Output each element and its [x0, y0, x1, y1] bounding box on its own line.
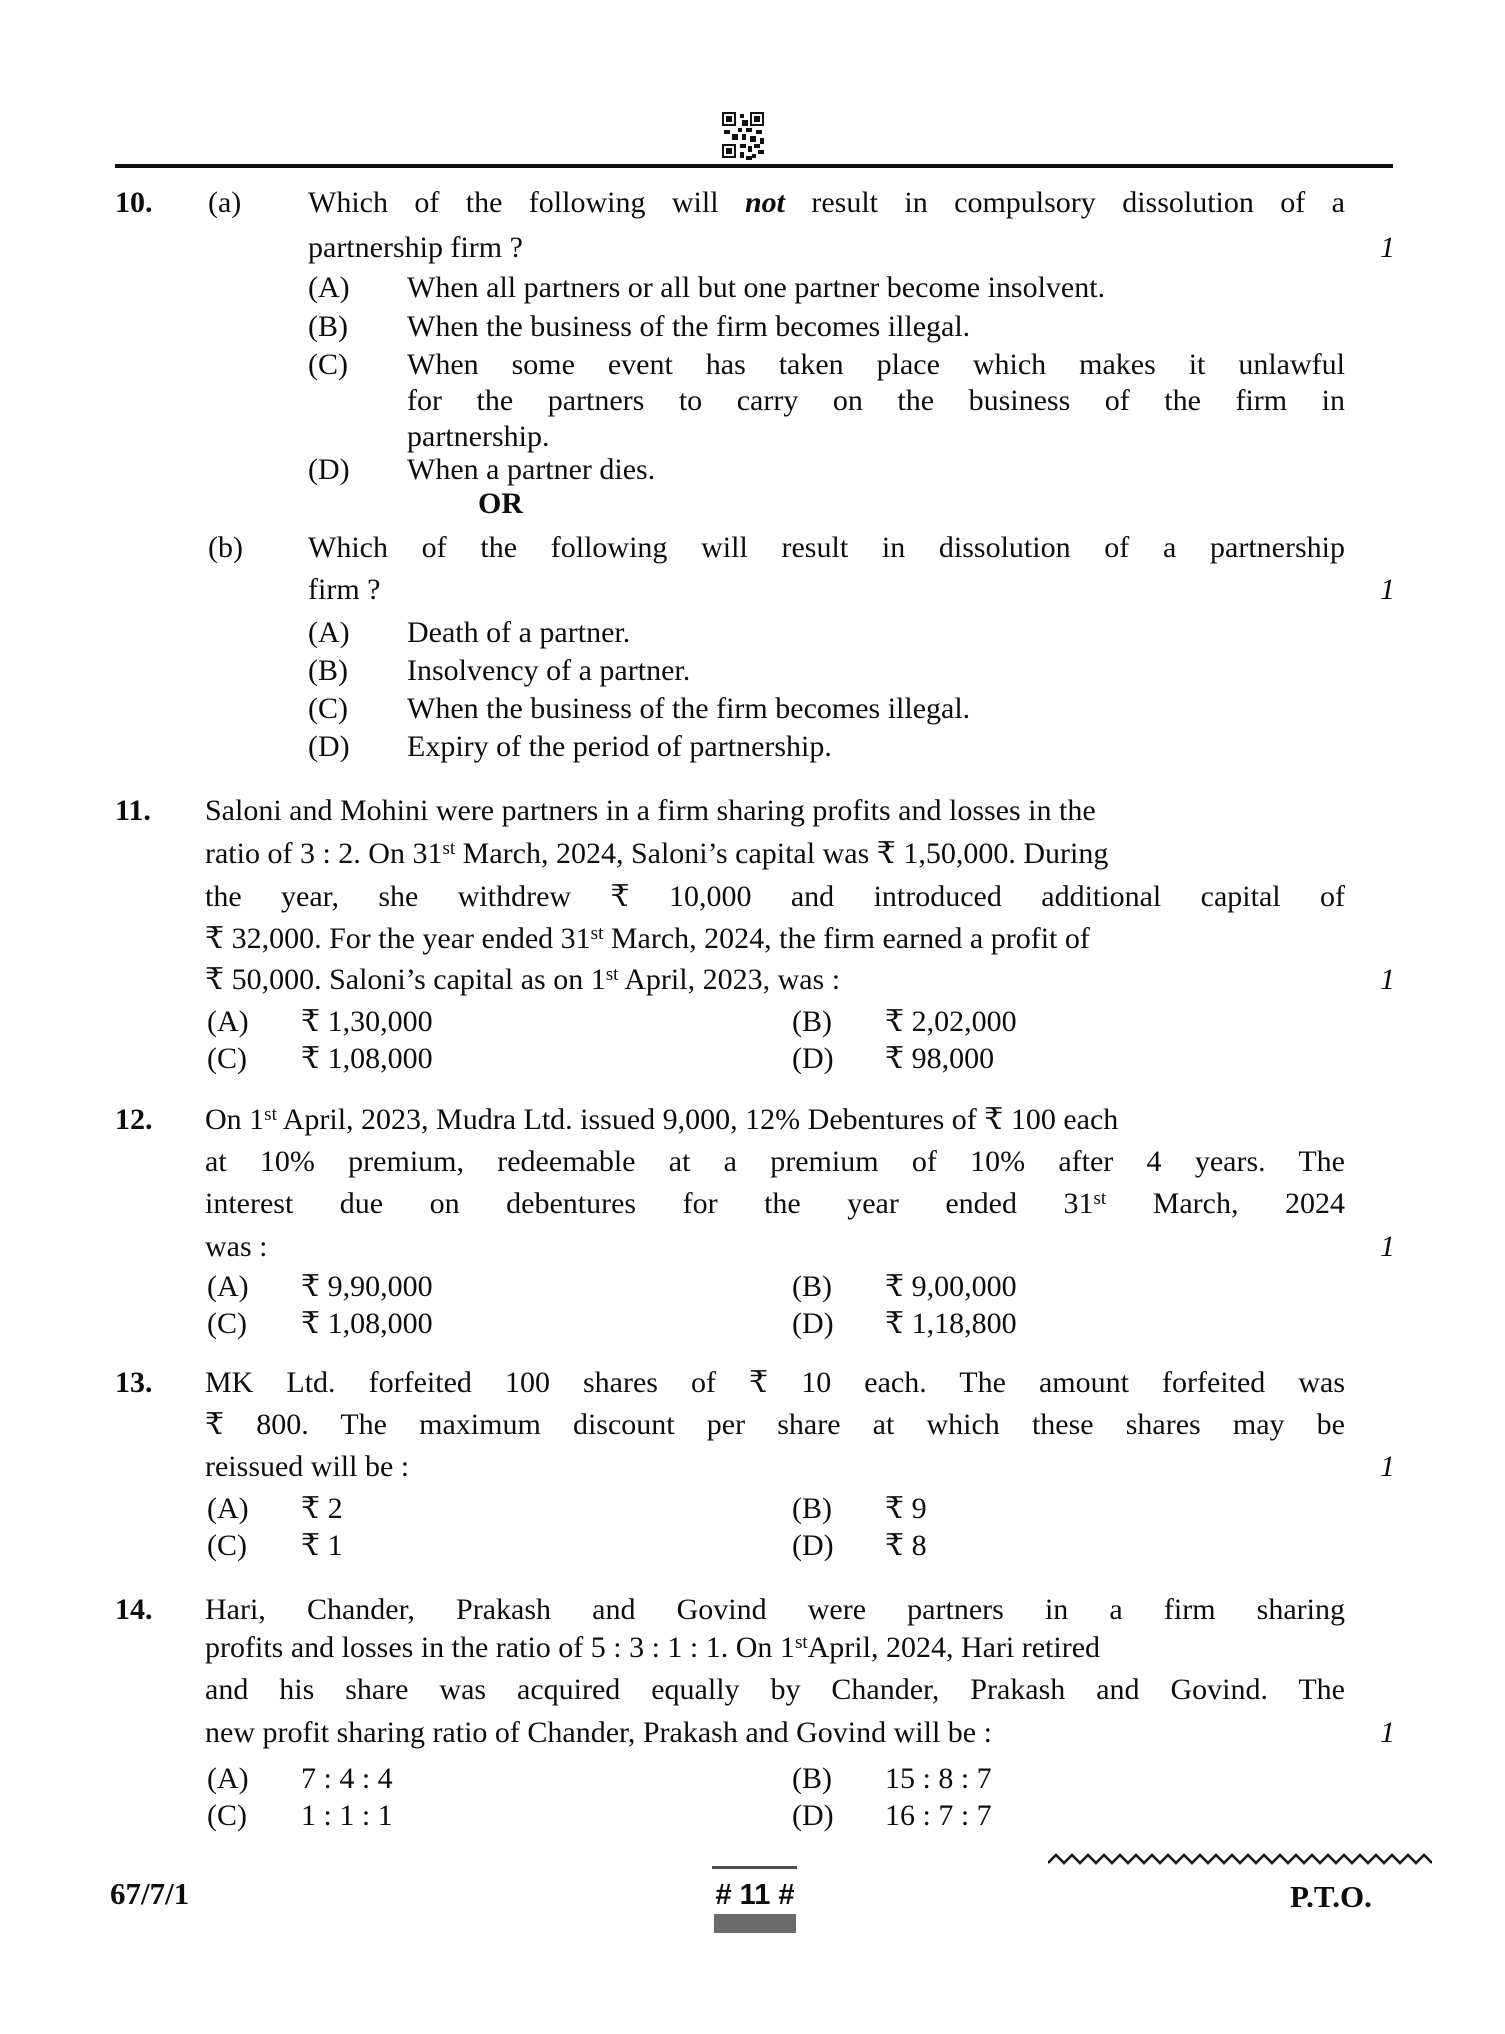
option-13-B-value: ₹ 9: [885, 1492, 927, 1525]
question-13-marks: 1: [1380, 1450, 1395, 1483]
option-14-A-label: (A): [207, 1762, 249, 1795]
question-11-marks: 1: [1380, 963, 1395, 996]
option-10a-A-label: (A): [308, 271, 350, 304]
option-11-B-value: ₹ 2,02,000: [885, 1005, 1017, 1038]
option-10a-A-text: When all partners or all but one partner become insolvent.: [407, 271, 1106, 304]
option-12-B-label: (B): [792, 1270, 832, 1303]
question-10b-marks: 1: [1380, 573, 1395, 606]
question-14-number: 14.: [115, 1593, 153, 1626]
header-divider-line: [115, 164, 1393, 168]
option-11-B-label: (B): [792, 1005, 832, 1038]
option-11-D-label: (D): [792, 1042, 834, 1075]
question-10a-stem-line-1: Which of the following will not result in compulsory dissolution of a: [308, 186, 1345, 219]
option-14-B-label: (B): [792, 1762, 832, 1795]
question-13-line-2: ₹ 800. The maximum discount per share at which these shares may be: [205, 1408, 1345, 1441]
question-10b-stem-line-1: Which of the following will result in dissolution of a partnership: [308, 531, 1345, 564]
option-13-A-label: (A): [207, 1492, 249, 1525]
question-14-marks: 1: [1380, 1716, 1395, 1749]
option-10a-B-label: (B): [308, 310, 348, 343]
superscript-st: st: [794, 1632, 808, 1653]
question-12-line-1: On 1st April, 2023, Mudra Ltd. issued 9,000, 12% Debentures of ₹ 100 each: [205, 1103, 1119, 1136]
option-14-D-value: 16 : 7 : 7: [885, 1799, 992, 1832]
option-12-C-value: ₹ 1,08,000: [301, 1307, 433, 1340]
question-14-line-2: profits and losses in the ratio of 5 : 3 : 1 : 1. On 1stApril, 2024, Hari retired: [205, 1631, 1101, 1664]
superscript-st: st: [590, 923, 604, 944]
option-14-D-label: (D): [792, 1799, 834, 1832]
superscript-st: st: [442, 838, 456, 859]
option-10a-C-text-line-3: partnership.: [407, 420, 550, 453]
option-10b-C-label: (C): [308, 692, 348, 725]
question-13-number: 13.: [115, 1366, 153, 1399]
option-13-A-value: ₹ 2: [301, 1492, 343, 1525]
question-11-line-1: Saloni and Mohini were partners in a firm sharing profits and losses in the: [205, 794, 1096, 827]
option-10b-A-label: (A): [308, 616, 350, 649]
or-separator: OR: [478, 487, 523, 520]
question-11-number: 11.: [115, 794, 151, 827]
question-10b-stem-line-2: firm ?: [308, 573, 381, 606]
question-12-line-3: interest due on debentures for the year ended 31st March, 2024: [205, 1187, 1345, 1220]
option-10a-D-label: (D): [308, 453, 350, 486]
question-14-line-1: Hari, Chander, Prakash and Govind were partners in a firm sharing: [205, 1593, 1345, 1626]
option-14-C-label: (C): [207, 1799, 247, 1832]
option-11-A-value: ₹ 1,30,000: [301, 1005, 433, 1038]
option-11-C-label: (C): [207, 1042, 247, 1075]
option-12-A-value: ₹ 9,90,000: [301, 1270, 433, 1303]
question-11-line-4: ₹ 32,000. For the year ended 31st March, 2024, the firm earned a profit of: [205, 922, 1090, 955]
question-13-line-3: reissued will be :: [205, 1450, 410, 1483]
question-10-number: 10.: [115, 186, 153, 219]
option-13-B-label: (B): [792, 1492, 832, 1525]
question-10a-label: (a): [208, 186, 242, 219]
option-10a-C-label: (C): [308, 348, 348, 381]
superscript-st: st: [264, 1104, 277, 1125]
option-13-C-value: ₹ 1: [301, 1529, 343, 1562]
option-12-D-label: (D): [792, 1307, 834, 1340]
page-number: # 11 #: [715, 1879, 795, 1911]
superscript-st: st: [1093, 1188, 1107, 1209]
question-12-line-2: at 10% premium, redeemable at a premium of 10% after 4 years. The: [205, 1145, 1345, 1178]
option-10b-D-text: Expiry of the period of partnership.: [407, 730, 832, 763]
zigzag-line: [1048, 1849, 1432, 1869]
option-12-B-value: ₹ 9,00,000: [885, 1270, 1017, 1303]
superscript-st: st: [605, 964, 619, 985]
question-11-line-3: the year, she withdrew ₹ 10,000 and introduced additional capital of: [205, 880, 1345, 913]
option-10b-B-text: Insolvency of a partner.: [407, 654, 691, 687]
option-10a-D-text: When a partner dies.: [407, 453, 656, 486]
question-10b-label: (b): [208, 531, 243, 564]
option-12-D-value: ₹ 1,18,800: [885, 1307, 1017, 1340]
option-14-C-value: 1 : 1 : 1: [301, 1799, 393, 1832]
question-12-line-4: was :: [205, 1230, 268, 1263]
option-11-C-value: ₹ 1,08,000: [301, 1042, 433, 1075]
pto-label: P.T.O.: [1290, 1879, 1372, 1914]
option-12-C-label: (C): [207, 1307, 247, 1340]
option-14-B-value: 15 : 8 : 7: [885, 1762, 992, 1795]
option-12-A-label: (A): [207, 1270, 249, 1303]
question-12-number: 12.: [115, 1103, 153, 1136]
page-number-bottom-bar: [714, 1914, 796, 1933]
question-14-line-3: and his share was acquired equally by Chander, Prakash and Govind. The: [205, 1673, 1345, 1706]
option-10b-B-label: (B): [308, 654, 348, 687]
option-10b-A-text: Death of a partner.: [407, 616, 631, 649]
option-13-C-label: (C): [207, 1529, 247, 1562]
question-10a-stem-line-2: partnership firm ?: [308, 231, 523, 264]
option-14-A-value: 7 : 4 : 4: [301, 1762, 393, 1795]
question-12-marks: 1: [1380, 1230, 1395, 1263]
option-10a-B-text: When the business of the firm becomes illegal.: [407, 310, 971, 343]
qr-code-icon: [720, 110, 768, 162]
option-11-A-label: (A): [207, 1005, 249, 1038]
option-13-D-label: (D): [792, 1529, 834, 1562]
paper-code: 67/7/1: [110, 1876, 190, 1911]
question-11-line-5: ₹ 50,000. Saloni’s capital as on 1st April, 2023, was :: [205, 963, 841, 996]
option-10a-C-text-line-2: for the partners to carry on the business of the firm in: [407, 384, 1345, 417]
option-13-D-value: ₹ 8: [885, 1529, 927, 1562]
option-10a-C-text-line-1: When some event has taken place which makes it unlawful: [407, 348, 1345, 381]
question-10a-marks: 1: [1380, 231, 1395, 264]
option-10b-C-text: When the business of the firm becomes illegal.: [407, 692, 971, 725]
question-14-line-4: new profit sharing ratio of Chander, Prakash and Govind will be :: [205, 1716, 992, 1749]
emphasis-not: not: [744, 186, 785, 219]
option-10b-D-label: (D): [308, 730, 350, 763]
question-13-line-1: MK Ltd. forfeited 100 shares of ₹ 10 each. The amount forfeited was: [205, 1366, 1345, 1399]
question-11-line-2: ratio of 3 : 2. On 31st March, 2024, Saloni’s capital was ₹ 1,50,000. During: [205, 837, 1109, 870]
page-number-top-rule: [712, 1866, 797, 1869]
option-11-D-value: ₹ 98,000: [885, 1042, 995, 1075]
